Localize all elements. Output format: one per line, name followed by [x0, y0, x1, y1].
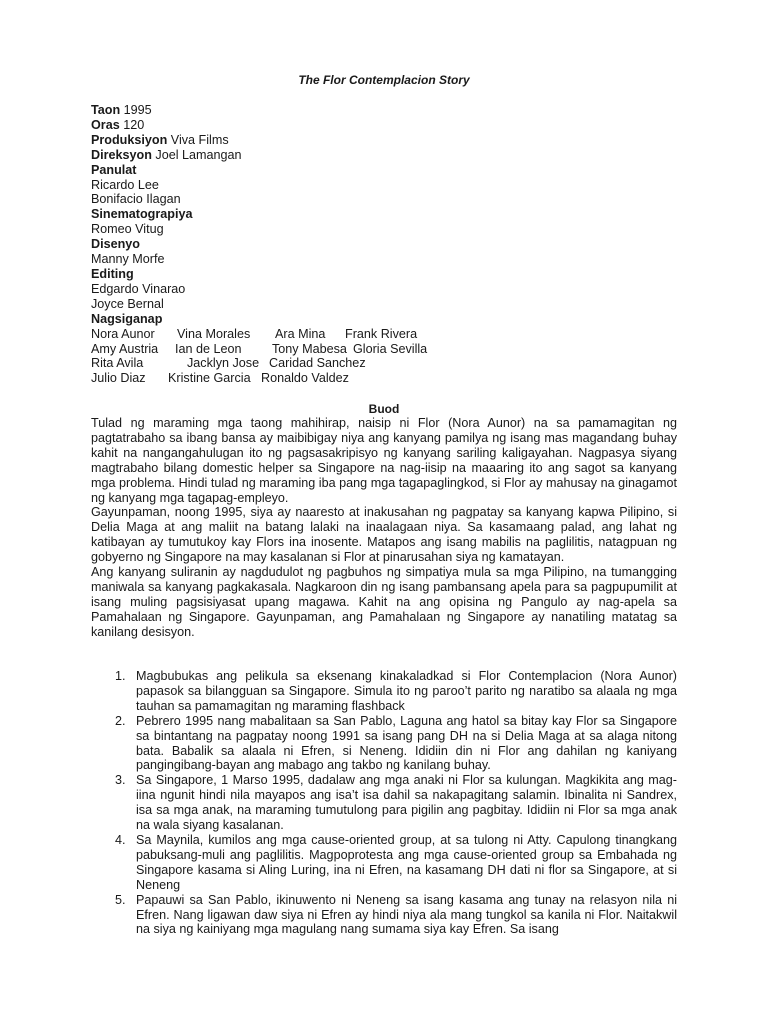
credit-panulat-label	[91, 163, 691, 178]
credit-value: Joel Lamangan	[155, 147, 242, 162]
cast-name: Jacklyn Jose	[187, 356, 260, 371]
summary-paragraph: Ang kanyang suliranin ay nagdudulot ng pagbuhos ng simpatiya mula sa mga Pilipino, na tumangging maniwala sa kanyang pagkakasala. Nagkaroon din ng isang pambansang apela para sa pagpupumilit at isang muling pagsisiyasat upang magawa. Kahit na ang opisina ng Pangulo ay nag-apela sa Pamahalaan ng Singapore. Gayunpaman, ang Pamahalaan ng Singapore ay nanatiling matatag sa kanilang desisyon.	[91, 565, 677, 639]
cast-name: Frank Rivera	[345, 326, 418, 341]
cast-name	[351, 371, 441, 386]
credit-sinematograpiya-label	[91, 207, 691, 222]
cast-name: Caridad Sanchez	[269, 356, 366, 371]
credit-label: Direksyon	[91, 147, 152, 162]
cast-name: Gloria Sevilla	[353, 341, 428, 356]
credit-label: Taon	[91, 103, 121, 117]
cast-name: Rita Avila	[91, 356, 144, 371]
cast-name: Tony Mabesa	[272, 341, 347, 356]
credit-nagsiganap-label	[91, 312, 691, 327]
credit-label: Editing	[91, 266, 134, 281]
cast-name	[359, 356, 449, 371]
credit-value: 1995	[123, 103, 152, 117]
credit-taon	[91, 103, 691, 118]
credit-value: 120	[123, 117, 145, 132]
scene-item	[91, 714, 677, 774]
summary-paragraph: Tulad ng maraming mga taong mahihirap, naisip ni Flor (Nora Aunor) na sa pamamagitan ng pagtatrabaho sa ibang bansa ay maibibigay niya ang kanyang pamilya ng isang mas magandang buhay kahit na nangangahulugan ito ng pagsasakripisyo ng kanyang sariling kaligayahan. Nagpasya siyang magtrabaho bilang domestic helper sa Singapore na nag-iisip na maaaring ito ang sagot sa kanyang mga problema. Hindi tulad ng maraming iba pang mga tagapaglingkod, si Flor ay mahusay na ginagamot ng kanyang mga tagapag-empleyo.	[91, 416, 677, 505]
credit-disenyo-label	[91, 237, 691, 252]
credit-editing-value: Edgardo Vinarao	[91, 281, 186, 296]
credit-label: Nagsiganap	[91, 311, 163, 326]
cast-name: Ian de Leon	[175, 341, 242, 356]
scene-text: Papauwi sa San Pablo, ikinuwento ni Neneng sa isang kasama ang tunay na relasyon nila ni Efren. Nang ligawan daw siya ni Efren ay hindi niya ala mang tungkol sa kanila ni Flor. Naitakwil na siya ng kainiyang mga magulang nang sumama siya kay Efren. Sa isang	[136, 892, 677, 937]
credit-editing-label	[91, 267, 691, 282]
cast-row	[91, 342, 691, 357]
credit-sinematograpiya-value: Romeo Vitug	[91, 222, 164, 237]
cast-name: Ara Mina	[275, 326, 326, 341]
credit-panulat-value: Bonifacio Ilagan	[91, 192, 181, 207]
summary-body	[91, 416, 677, 640]
scene-text: Sa Maynila, kumilos ang mga cause-oriented group, at sa tulong ni Atty. Capulong tinangkang pabuksang-muli ang paglilitis. Magpoprotesta ang mga cause-oriented group sa Embahada ng Singapore kasama si Aling Luring, ina ni Efren, na kasamang DH dati ni flor sa Singapore, at si Neneng	[136, 832, 677, 892]
cast-name: Kristine Garcia	[168, 371, 251, 386]
credit-produksiyon	[91, 133, 691, 148]
credit-panulat-value: Ricardo Lee	[91, 177, 159, 192]
cast-name: Julio Diaz	[91, 371, 146, 386]
scene-list	[91, 669, 677, 937]
scene-text: Pebrero 1995 nang mabalitaan sa San Pablo, Laguna ang hatol sa bitay kay Flor sa Singapore sa bintantang na pagpatay noong 1991 sa isang pang DH na si Delia Maga at sa alaga nitong bata. Babalik sa alaala ni Efren, si Neneng. Ididiin din ni Flor ang dahilan ng kaniyang pangingibang-bayan ang mabago ang takbo ng kanilang buhay.	[136, 713, 677, 773]
summary-heading: Buod	[368, 402, 400, 416]
credit-direksyon	[91, 148, 691, 163]
credit-value: Viva Films	[170, 132, 229, 147]
scene-text: Sa Singapore, 1 Marso 1995, dadalaw ang mga anaki ni Flor sa kulungan. Magkikita ang mag-iina ngunit hindi nila mayapos ang isa’t isa dahil sa nakapagitang salamin. Ibinalita ni Sandrex, isa sa mga anak, na maraming tumutulong para pigilin ang pagbitay. Ididiin ni Flor sa mga anak na wala siyang kasalanan.	[136, 773, 677, 833]
scene-item	[91, 893, 677, 938]
credit-disenyo-value: Manny Morfe	[91, 252, 165, 267]
cast-name: Ronaldo Valdez	[261, 371, 349, 386]
cast-name: Nora Aunor	[91, 326, 155, 341]
cast-row	[91, 371, 691, 386]
cast-row	[91, 356, 691, 371]
credit-label: Produksiyon	[91, 132, 168, 147]
cast-row	[91, 327, 691, 342]
cast-name: Vina Morales	[177, 326, 251, 341]
credit-editing-value: Joyce Bernal	[91, 296, 164, 311]
scene-number: 3.	[115, 773, 126, 788]
credit-oras	[91, 118, 691, 133]
summary-paragraph: Gayunpaman, noong 1995, siya ay naaresto at inakusahan ng pagpatay sa kanyang kapwa Pilipino, si Delia Maga at ang maliit na batang lalaki na inaalagaan niya. Sa kasamaang palad, ang lahat ng katibayan ay tumutukoy kay Flors ina inosente. Matapos ang isang mabilis na paglilitis, natagpuan ng gobyerno ng Singapore na may kasalanan si Flor at pinarusahan siya ng kamatayan.	[91, 505, 677, 565]
scene-number: 5.	[115, 892, 126, 907]
scene-number: 4.	[115, 832, 126, 847]
scene-text: Magbubukas ang pelikula sa eksenang kinakaladkad si Flor Contemplacion (Nora Aunor) papasok sa bilangguan sa Singapore. Simula ito ng paroo’t parito ng naratibo sa alaala ng mga tauhan sa pamamagitan ng maraming flashback	[136, 669, 677, 713]
scene-item	[91, 833, 677, 893]
credit-label: Oras	[91, 117, 120, 132]
scene-number: 1.	[115, 669, 126, 683]
credit-label: Disenyo	[91, 237, 140, 252]
document-title: The Flor Contemplacion Story	[298, 73, 470, 87]
credit-label: Panulat	[91, 162, 137, 177]
credit-label: Sinematograpiya	[91, 207, 193, 222]
credits-block	[91, 103, 691, 386]
scene-item	[91, 669, 677, 714]
scene-item	[91, 773, 677, 833]
scene-number: 2.	[115, 713, 126, 728]
cast-name: Amy Austria	[91, 341, 159, 356]
